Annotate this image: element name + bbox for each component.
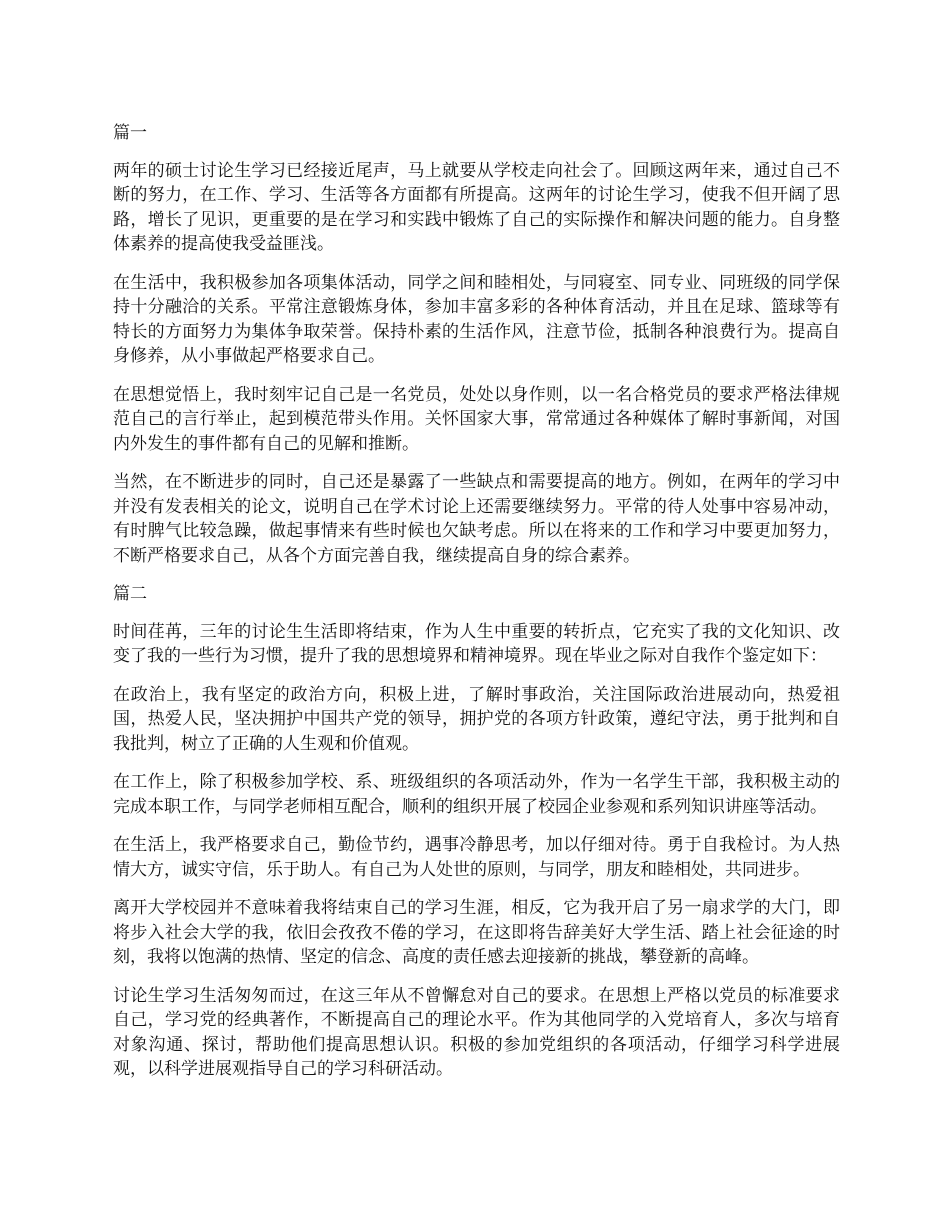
section-heading: 篇一 [113, 123, 147, 143]
paragraph: 当然，在不断进步的同时，自己还是暴露了一些缺点和需要提高的地方。例如，在两年的学习中并没有发表相关的论文，说明自己在学术讨论上还需要继续努力。平常的待人处事中容易冲动，有时脾气比较急躁，做起事情来有些时候也欠缺考虑。所以在将来的工作和学习中要更加努力，不断严格要求自己，从各个方面完善自我，继续提高自身的综合素养。 [113, 472, 840, 566]
paragraph: 在思想觉悟上，我时刻牢记自己是一名党员，处处以身作则，以一名合格党员的要求严格法律规范自己的言行举止，起到模范带头作用。关怀国家大事，常常通过各种媒体了解时事新闻，对国内外发生的事件都有自己的见解和推断。 [113, 384, 840, 454]
paragraph: 离开大学校园并不意味着我将结束自己的学习生涯，相反，它为我开启了另一扇求学的大门，即将步入社会大学的我，依旧会孜孜不倦的学习，在这即将告辞美好大学生活、踏上社会征途的时刻，我将以饱满的热情、坚定的信念、高度的责任感去迎接新的挑战，攀登新的高峰。 [113, 898, 840, 967]
paragraph: 在政治上，我有坚定的政治方向，积极上进，了解时事政治，关注国际政治进展动向，热爱祖国，热爱人民，坚决拥护中国共产党的领导，拥护党的各项方针政策，遵纪守法，勇于批判和自我批判，树立了正确的人生观和价值观。 [113, 684, 840, 754]
paragraph: 讨论生学习生活匆匆而过，在这三年从不曾懈怠对自己的要求。在思想上严格以党员的标准要求自己，学习党的经典著作，不断提高自己的理论水平。作为其他同学的入党培育人，多次与培育对象沟通、探讨，帮助他们提高思想认识。积极的参加党组织的各项活动，仔细学习科学进展观，以科学进展观指导自己的学习科研活动。 [113, 985, 840, 1079]
paragraph: 在工作上，除了积极参加学校、系、班级组织的各项活动外，作为一名学生干部，我积极主动的完成本职工作，与同学老师相互配合，顺利的组织开展了校园企业参观和系列知识讲座等活动。 [113, 772, 840, 817]
paragraph: 时间荏苒，三年的讨论生生活即将结束，作为人生中重要的转折点，它充实了我的文化知识、改变了我的一些行为习惯，提升了我的思想境界和精神境界。现在毕业之际对自我作个鉴定如下： [113, 621, 840, 666]
document-body [113, 121, 840, 1096]
paragraph: 在生活上，我严格要求自己，勤俭节约，遇事冷静思考，加以仔细对待。勇于自我检讨。为人热情大方，诚实守信，乐于助人。有自己为人处世的原则，与同学，朋友和睦相处，共同进步。 [113, 835, 840, 880]
paragraph: 在生活中，我积极参加各项集体活动，同学之间和睦相处，与同寝室、同专业、同班级的同学保持十分融洽的关系。平常注意锻炼身体，参加丰富多彩的各种体育活动，并且在足球、篮球等有特长的方面努力为集体争取荣誉。保持朴素的生活作风，注意节俭，抵制各种浪费行为。提高自身修养，从小事做起严格要求自己。 [113, 272, 840, 366]
section-heading: 篇二 [113, 584, 147, 604]
paragraph: 两年的硕士讨论生学习已经接近尾声，马上就要从学校走向社会了。回顾这两年来，通过自己不断的努力，在工作、学习、生活等各方面都有所提高。这两年的讨论生学习，使我不但开阔了思路，增长了见识，更重要的是在学习和实践中锻炼了自己的实际操作和解决问题的能力。自身整体素养的提高使我受益匪浅。 [113, 160, 840, 254]
